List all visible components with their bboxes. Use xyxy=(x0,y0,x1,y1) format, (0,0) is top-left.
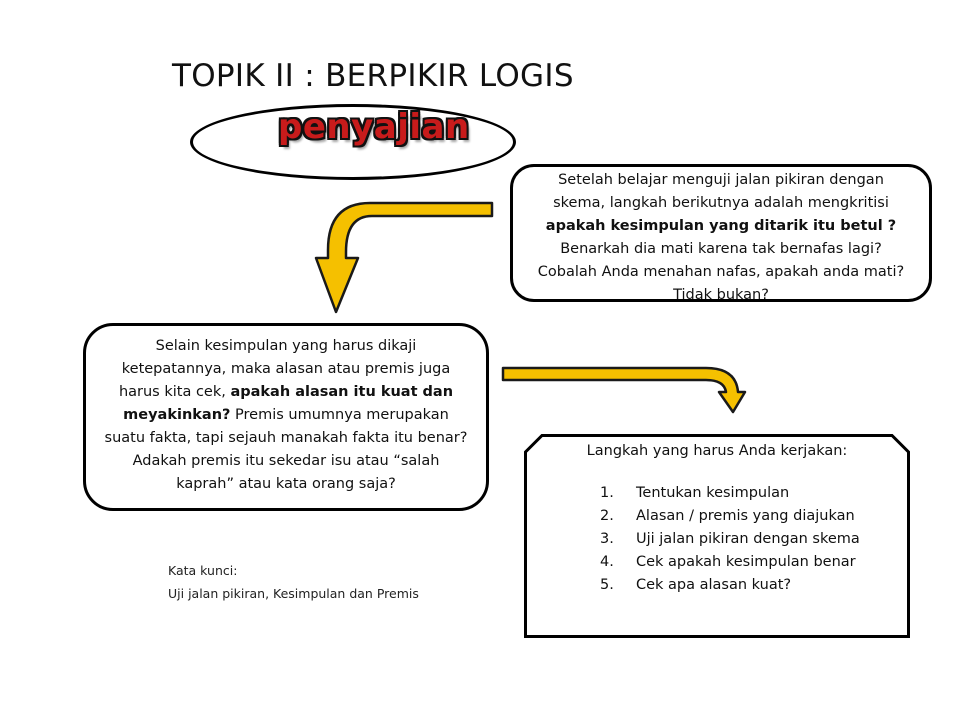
box-mid-bold-text: apakah alasan itu kuat dan meyakinkan? xyxy=(123,384,454,423)
list-item xyxy=(600,482,860,505)
step-number: 4. xyxy=(600,554,614,570)
keywords-value: Uji jalan pikiran, Kesimpulan dan Premis xyxy=(168,586,419,601)
critique-conclusion-box xyxy=(510,164,932,302)
steps-heading: Langkah yang harus Anda kerjakan: xyxy=(586,443,848,459)
step-number: 2. xyxy=(600,508,614,524)
step-text: Cek apa alasan kuat? xyxy=(636,577,792,593)
box-top-line: skema, langkah berikutnya adalah mengkritisi xyxy=(553,195,889,211)
slide-title: TOPIK II : BERPIKIR LOGIS xyxy=(172,58,574,94)
steps-box xyxy=(524,434,910,638)
box-top-bold-line: apakah kesimpulan yang ditarik itu betul ? xyxy=(545,218,897,234)
step-text: Tentukan kesimpulan xyxy=(636,485,790,501)
list-item xyxy=(600,574,860,597)
step-text: Cek apakah kesimpulan benar xyxy=(636,554,856,570)
step-number: 5. xyxy=(600,577,614,593)
box-top-line: Setelah belajar menguji jalan pikiran dengan xyxy=(558,172,884,188)
box-top-line: Benarkah dia mati karena tak bernafas lagi? xyxy=(560,241,882,257)
step-number: 3. xyxy=(600,531,614,547)
penyajian-stamp: penyajian xyxy=(278,107,470,147)
check-premise-box xyxy=(83,323,489,511)
list-item xyxy=(600,551,860,574)
box-top-line: Cobalah Anda menahan nafas, apakah anda mati? xyxy=(537,264,905,280)
steps-list xyxy=(600,482,860,597)
box-mid-text: Premis umumnya merupakan suatu fakta, tapi sejauh manakah fakta itu benar? Adakah premis itu sekedar isu atau “salah kaprah” atau kata orang saja? xyxy=(104,407,468,492)
list-item xyxy=(600,528,860,551)
step-text: Alasan / premis yang diajukan xyxy=(636,508,855,524)
keywords-label: Kata kunci: xyxy=(168,563,238,578)
step-number: 1. xyxy=(600,485,614,501)
box-top-line: Tidak bukan? xyxy=(673,287,769,303)
step-text: Uji jalan pikiran dengan skema xyxy=(636,531,860,547)
box-mid-text: Selain kesimpulan yang harus dikaji ketepatannya, maka alasan atau premis juga harus kita cek, xyxy=(118,338,451,400)
list-item xyxy=(600,505,860,528)
